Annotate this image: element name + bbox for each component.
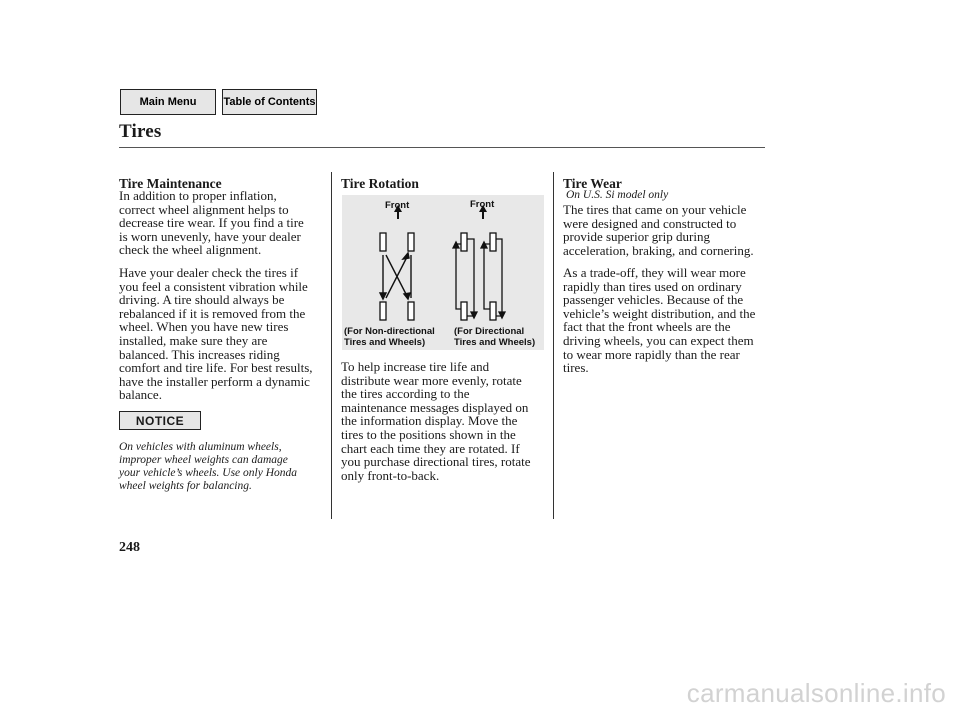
text-line: improper wheel weights can damage — [119, 454, 288, 466]
tire-rotation-diagram — [342, 195, 544, 350]
text-line: were designed and constructed to — [563, 215, 737, 231]
text-line: The tires that came on your vehicle — [563, 202, 747, 217]
tire-dir-rear-left — [461, 302, 467, 320]
text-line: To help increase tire life and — [341, 359, 490, 374]
tire-rotation-heading: Tire Rotation — [341, 176, 419, 191]
front-label: Front — [385, 200, 410, 211]
wear-paragraph-2 — [563, 266, 773, 375]
maintenance-paragraph-2 — [119, 266, 329, 402]
table-of-contents-button[interactable]: Table of Contents — [222, 89, 317, 115]
text-line: installed, make sure they are — [119, 332, 268, 348]
text-line: passenger vehicles. Because of the — [563, 292, 744, 308]
text-line: acceleration, braking, and cornering. — [563, 242, 754, 258]
text-line: distribute wear more evenly, rotate — [341, 372, 522, 388]
text-line: As a trade-off, they will wear more — [563, 265, 746, 280]
text-line: driving wheels, you can expect them — [563, 332, 754, 348]
column-divider-2 — [553, 172, 554, 519]
text-line: check the wheel alignment. — [119, 242, 262, 258]
maintenance-paragraph-1 — [119, 189, 329, 257]
text-line: chart each time they are rotated. If — [341, 440, 520, 456]
text-line: you purchase directional tires, rotate — [341, 454, 531, 470]
tire-maintenance-heading: Tire Maintenance — [119, 176, 222, 191]
text-line: tires to the positions shown in the — [341, 426, 516, 442]
notice-badge: NOTICE — [119, 411, 201, 430]
text-line: On vehicles with aluminum wheels, — [119, 441, 282, 453]
caption-line: (For Non-directional — [344, 326, 435, 337]
tire-dir-rear-right — [490, 302, 496, 320]
text-line: to wear more rapidly than the rear — [563, 346, 740, 362]
text-line: is worn unevenly, have your dealer — [119, 228, 301, 244]
page-title: Tires — [119, 121, 162, 142]
text-line: maintenance messages displayed on — [341, 399, 529, 415]
column-divider-1 — [331, 172, 332, 519]
text-line: decrease tire wear. If you find a tire — [119, 215, 304, 231]
text-line: provide superior grip during — [563, 229, 710, 245]
directional-caption — [454, 327, 535, 348]
text-line: the tires according to the — [341, 386, 470, 402]
text-line: rebalanced if it is removed from the — [119, 305, 306, 321]
text-line: tires. — [563, 360, 589, 376]
text-line: wheel. When you have new tires — [119, 319, 289, 335]
text-line: balanced. This increases riding — [119, 346, 280, 362]
tire-wear-heading: Tire Wear — [563, 176, 622, 191]
text-line: the information display. Move the — [341, 413, 518, 429]
tire-front-left — [380, 233, 386, 251]
main-menu-button[interactable]: Main Menu — [120, 89, 216, 115]
text-line: comfort and tire life. For best results, — [119, 360, 313, 376]
model-note: On U.S. Si model only — [566, 189, 669, 201]
caption-line: Tires and Wheels) — [344, 336, 426, 348]
text-line: Have your dealer check the tires if — [119, 265, 299, 280]
tire-dir-front-left — [461, 233, 467, 251]
title-divider — [119, 147, 765, 148]
text-line: driving. A tire should always be — [119, 292, 285, 308]
front-label: Front — [470, 199, 495, 210]
text-line: you feel a consistent vibration while — [119, 278, 308, 294]
caption-line: (For Directional — [454, 326, 525, 337]
tire-dir-front-right — [490, 233, 496, 251]
page-number: 248 — [119, 540, 140, 555]
non-directional-caption — [344, 327, 435, 348]
text-line: correct wheel alignment helps to — [119, 201, 289, 217]
caption-line: Tires and Wheels) — [454, 336, 536, 348]
wear-paragraph-1 — [563, 203, 773, 257]
tire-rear-left — [380, 302, 386, 320]
text-line: vehicle’s weight distribution, and the — [563, 305, 756, 321]
tire-front-right — [408, 233, 414, 251]
text-line: have the installer perform a dynamic — [119, 373, 310, 389]
text-line: your vehicle’s wheels. Use only Honda — [119, 467, 297, 479]
text-line: In addition to proper inflation, — [119, 188, 277, 203]
rotation-arrows — [380, 253, 411, 299]
watermark: carmanualsonline.info — [686, 678, 946, 708]
text-line: fact that the front wheels are the — [563, 319, 731, 335]
text-line: rapidly than tires used on ordinary — [563, 278, 742, 294]
text-line: wheel weights for balancing. — [119, 480, 252, 492]
tire-rear-right — [408, 302, 414, 320]
rotation-paragraph — [341, 360, 551, 482]
text-line: only front-to-back. — [341, 467, 440, 483]
notice-text — [119, 441, 334, 493]
text-line: balance. — [119, 387, 162, 403]
